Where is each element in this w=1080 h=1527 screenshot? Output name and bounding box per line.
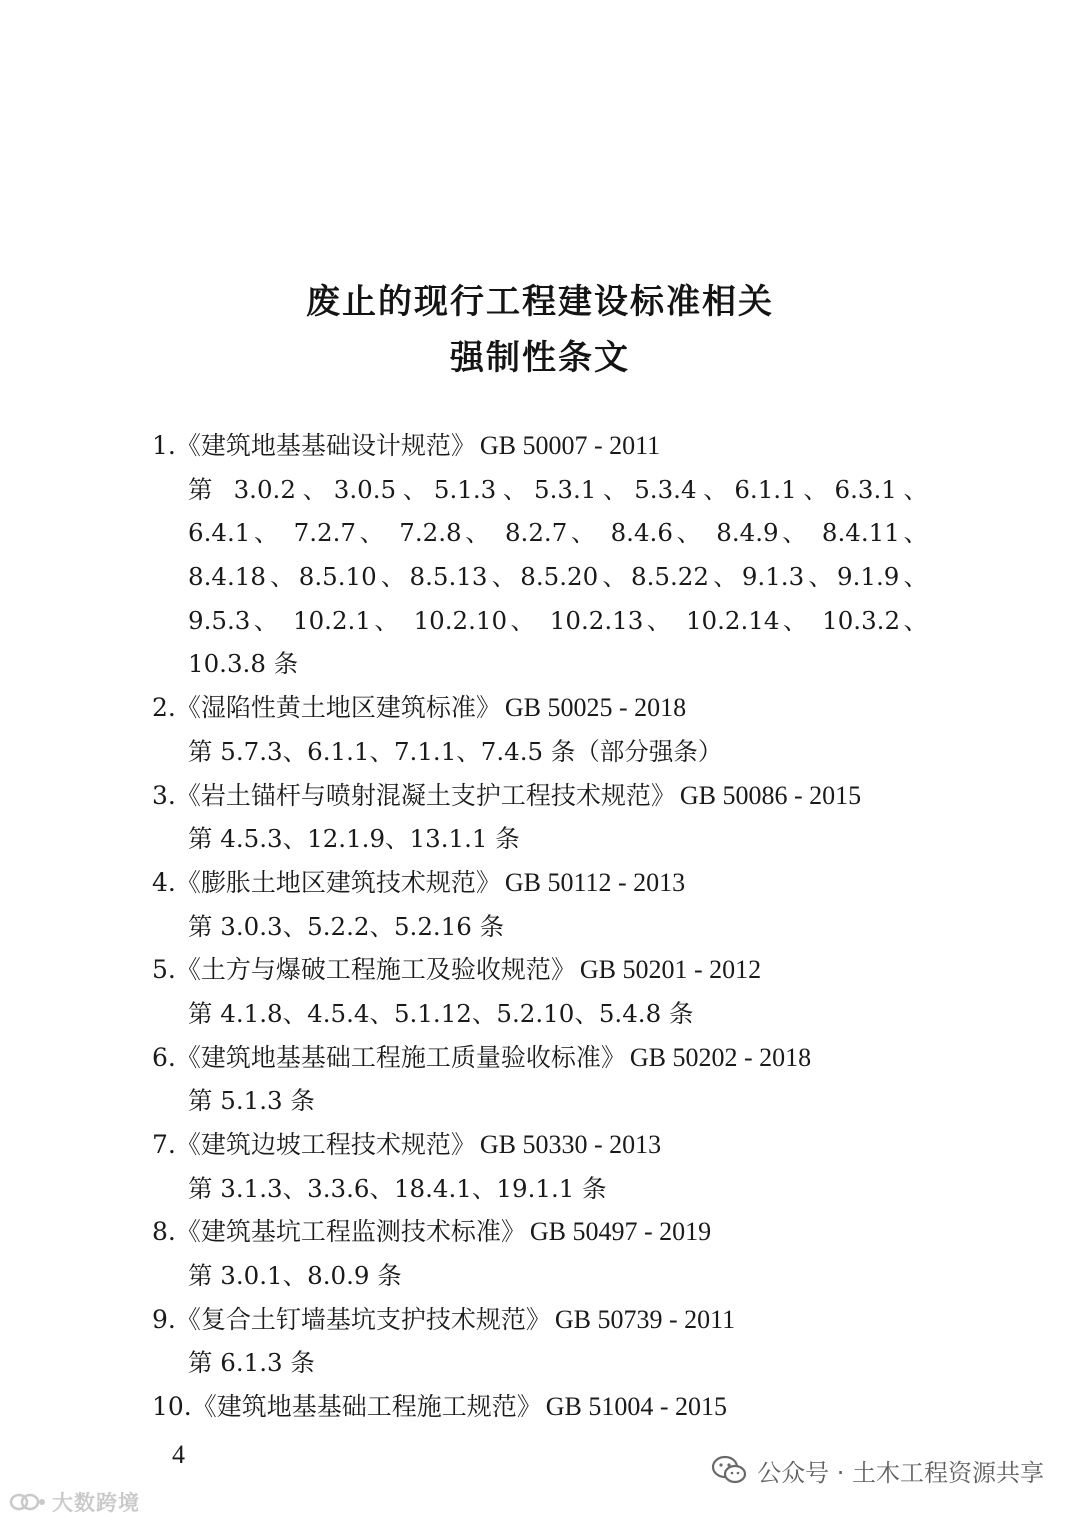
- clause-line: 10.3.8 条: [188, 649, 299, 679]
- clause-line: 第 4.5.3、12.1.9、13.1.1 条: [188, 824, 520, 854]
- item-number: 1.: [152, 431, 176, 460]
- standard-heading: [0, 1210, 1080, 1254]
- item-number: 2.: [152, 693, 176, 723]
- item-number: 10.: [152, 1392, 192, 1422]
- list-item: [0, 1385, 1080, 1429]
- clause-line: 第 6.1.3 条: [188, 1348, 315, 1378]
- clause-line: 第 5.7.3、6.1.1、7.1.1、7.4.5 条（部分强条）: [188, 736, 723, 766]
- list-item: [0, 686, 1080, 773]
- wechat-icon: [711, 1455, 747, 1485]
- corner-watermark-text: 大数跨境: [52, 1491, 140, 1515]
- clause-line: 第 3.0.3、5.2.2、5.2.16 条: [188, 911, 505, 941]
- standard-name: 《复合土钉墙基坑支护技术规范》: [175, 1304, 551, 1334]
- standard-code: GB 51004 - 2015: [545, 1392, 728, 1422]
- standard-name: 《建筑地基基础设计规范》: [175, 431, 476, 460]
- list-item: [0, 861, 1080, 948]
- item-number: 7.: [152, 1130, 176, 1159]
- standard-code: GB 50739 - 2011: [554, 1304, 736, 1334]
- clause-line: 第 3.1.3、3.3.6、18.4.1、19.1.1 条: [188, 1173, 607, 1203]
- standard-heading: [0, 1036, 1080, 1080]
- standard-heading: [0, 1298, 1080, 1342]
- item-number: 5.: [152, 955, 176, 985]
- corner-watermark: [8, 1486, 140, 1518]
- standard-name: 《建筑地基基础工程施工质量验收标准》: [175, 1042, 626, 1072]
- standard-name: 《建筑边坡工程技术规范》: [175, 1130, 476, 1159]
- standard-heading: [0, 861, 1080, 905]
- list-item: [0, 1210, 1080, 1297]
- clause-line: 第 3.0.2、3.0.5、5.1.3、5.3.1、5.3.4、6.1.1、6.3.1、: [188, 474, 928, 504]
- clause-line: 6.4.1、 7.2.7、 7.2.8、 8.2.7、 8.4.6、 8.4.9、 8.4.11、: [188, 518, 928, 548]
- wechat-account-name: 公众号 · 土木工程资源共享: [757, 1458, 1044, 1487]
- standard-code: GB 50330 - 2013: [479, 1130, 662, 1159]
- chain-logo-icon: [8, 1491, 48, 1513]
- standard-code: GB 50025 - 2018: [504, 693, 687, 723]
- page-number: 4: [172, 1440, 185, 1469]
- standard-code: GB 50007 - 2011: [479, 431, 661, 460]
- list-item: [0, 424, 1080, 686]
- list-item: [0, 1123, 1080, 1210]
- standard-name: 《湿陷性黄土地区建筑标准》: [175, 693, 501, 723]
- standard-name: 《膨胀土地区建筑技术规范》: [175, 867, 501, 897]
- standard-name: 《岩土锚杆与喷射混凝土支护工程技术规范》: [175, 780, 676, 810]
- standard-name: 《土方与爆破工程施工及验收规范》: [175, 955, 576, 985]
- standard-heading: [0, 1123, 1080, 1167]
- item-number: 3.: [152, 780, 176, 810]
- wechat-account-watermark: [711, 1450, 1044, 1490]
- list-item: [0, 1036, 1080, 1123]
- page-title-line-1: 废止的现行工程建设标准相关: [306, 282, 774, 322]
- standard-code: GB 50112 - 2013: [504, 867, 686, 897]
- standard-code: GB 50086 - 2015: [679, 780, 862, 810]
- clause-line: 第 3.0.1、8.0.9 条: [188, 1261, 402, 1291]
- standard-heading: [0, 774, 1080, 818]
- standard-heading: [0, 424, 1080, 468]
- clause-line: 第 4.1.8、4.5.4、5.1.12、5.2.10、5.4.8 条: [188, 998, 694, 1028]
- item-number: 9.: [152, 1304, 176, 1334]
- list-item: [0, 1298, 1080, 1385]
- page-title-line-2: 强制性条文: [450, 338, 630, 378]
- clause-line: 8.4.18、8.5.10、8.5.13、8.5.20、8.5.22、9.1.3、9.1.9、: [188, 562, 928, 592]
- standard-name: 《建筑基坑工程监测技术标准》: [175, 1217, 526, 1247]
- standard-code: GB 50201 - 2012: [579, 955, 762, 985]
- standard-name: 《建筑地基基础工程施工规范》: [191, 1392, 542, 1422]
- standards-list: [0, 424, 1080, 1429]
- standard-code: GB 50497 - 2019: [529, 1217, 712, 1247]
- clause-line: 9.5.3、 10.2.1、 10.2.10、 10.2.13、 10.2.14、 10.3.2、: [188, 605, 928, 635]
- item-number: 8.: [152, 1217, 176, 1247]
- standard-heading: [0, 1385, 1080, 1429]
- item-number: 4.: [152, 867, 176, 897]
- item-number: 6.: [152, 1042, 176, 1072]
- standard-heading: [0, 948, 1080, 992]
- standard-code: GB 50202 - 2018: [629, 1042, 812, 1072]
- clause-line: 第 5.1.3 条: [188, 1086, 315, 1116]
- list-item: [0, 948, 1080, 1035]
- standard-heading: [0, 686, 1080, 730]
- list-item: [0, 774, 1080, 861]
